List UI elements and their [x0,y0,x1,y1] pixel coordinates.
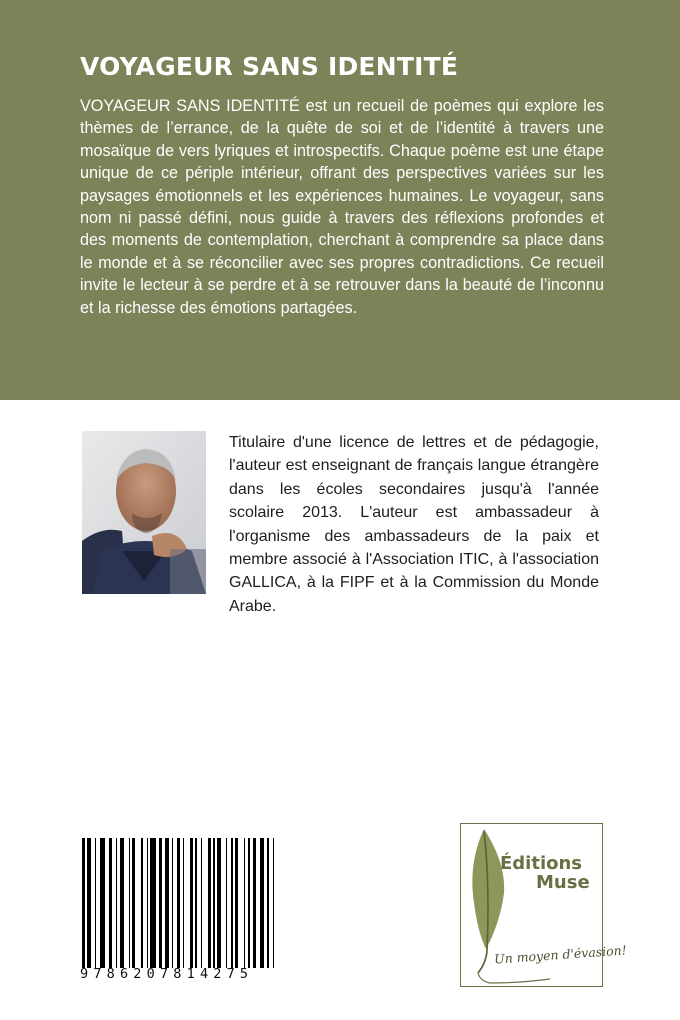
barcode-bar [120,838,124,968]
barcode-bar [159,838,162,968]
barcode-bar [177,838,180,968]
barcode-bar [95,838,96,968]
barcode-bar [213,838,214,968]
publisher-logo [460,823,628,989]
barcode-bar [253,838,256,968]
barcode-bar [116,838,117,968]
barcode-bar [87,838,91,968]
barcode-bar [235,838,238,968]
barcode-bar [183,838,184,968]
feather-icon [460,823,605,989]
barcode-bars [80,832,314,968]
barcode-bar [82,838,85,968]
barcode-bar [129,838,130,968]
barcode-bar [132,838,135,968]
barcode-bar [244,838,245,968]
barcode-bar [109,838,112,968]
barcode-bar [217,838,221,968]
author-photo [82,431,206,594]
title-band [0,0,680,400]
author-biography: Titulaire d'une licence de lettres et de pédagogie, l'auteur est enseignant de français langue étrangère dans les écoles secondaires jusqu'à l'année scolaire 2013. L'auteur est ambassadeur à l'organisme des ambassadeurs de la paix et membre associé à l'Association ITIC, à l'association GALLICA, à la FIPF et à la Commission du Monde Arabe. [229,434,599,615]
barcode-bar [273,838,274,968]
barcode-bar [208,838,211,968]
isbn-number: 9786207814275 [80,966,254,982]
book-summary: VOYAGEUR SANS IDENTITÉ est un recueil de poèmes qui explore les thèmes de l’errance, de la quête de soi et de l’identité à travers une mosaïque de vers lyriques et introspectifs. Chaque poème est une étape unique de ce périple intérieur, offrant des perspectives variées sur les paysages émotionnels et les expériences humaines. Le voyageur, sans nom ni passé défini, nous guide à travers des réflexions profondes et des moments de contemplation, cherchant à comprendre sa place dans le monde et à se réconcilier avec ses propres contradictions. Ce recueil invite le lecteur à se perdre et à se retrouver dans la beauté de l’inconnu et la richesse des émotions partagées. [80,97,604,317]
barcode-bar [100,838,105,968]
barcode-bar [165,838,169,968]
barcode-bar [141,838,142,968]
barcode-bar [150,838,155,968]
barcode-bar [248,838,251,968]
book-title: VOYAGEUR SANS IDENTITÉ [80,52,459,81]
publisher-name-line1: Éditions [500,853,583,874]
barcode-bar [231,838,232,968]
barcode-bar [195,838,196,968]
isbn-barcode [80,832,314,982]
publisher-tagline: Un moyen d'évasion! [493,942,628,967]
barcode-bar [226,838,227,968]
barcode-bar [267,838,268,968]
barcode-bar [172,838,173,968]
barcode-bar [260,838,264,968]
barcode-bar [201,838,202,968]
publisher-name-line2: Muse [536,872,590,893]
barcode-bar [147,838,148,968]
barcode-bar [190,838,193,968]
